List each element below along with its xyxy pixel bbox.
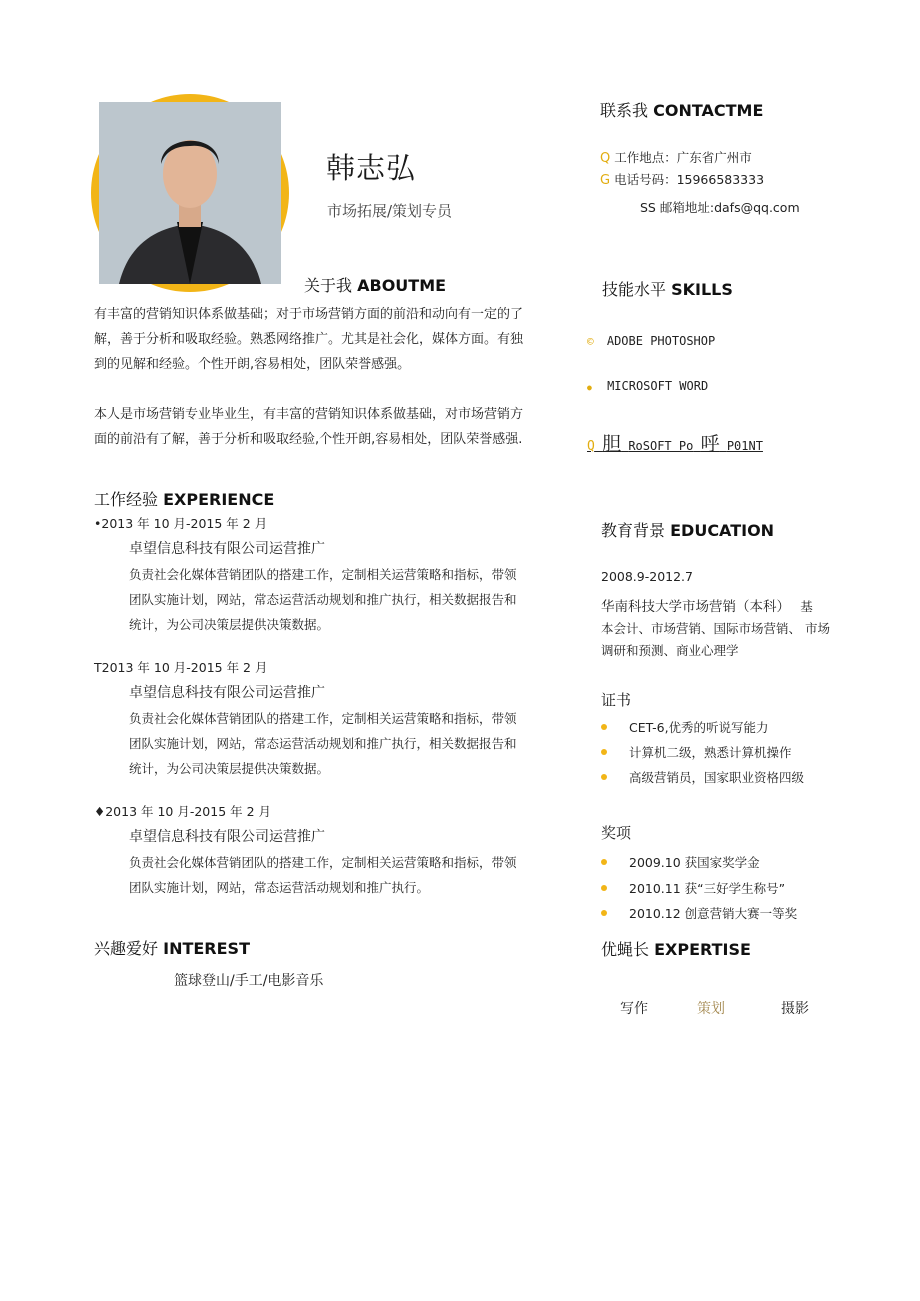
contact-phone	[600, 170, 764, 188]
experience-company: 卓望信息科技有限公司运营推广	[129, 685, 325, 701]
experience-date: ♦2013 年 10 月-2015 年 2 月	[94, 804, 272, 819]
skills-heading	[602, 277, 733, 300]
expertise-item: 写作	[620, 1001, 648, 1017]
contact-location	[600, 148, 752, 166]
person-name: 韩志弘	[326, 151, 417, 185]
award-item: 2010.11 获“三好学生称号”	[629, 881, 786, 896]
experience-desc-line: 团队实施计划，网站，常态运营活动规划和推广执行，相关数据报告和	[129, 736, 517, 751]
job-title: 市场拓展/策划专员	[327, 202, 453, 220]
experience-heading-en: EXPERIENCE	[163, 490, 275, 509]
avatar	[99, 102, 281, 284]
experience-date: T2013 年 10 月-2015 年 2 月	[94, 660, 268, 675]
skill-glyph: 呼	[700, 433, 720, 455]
interest-heading-en: INTEREST	[163, 939, 250, 958]
skill-item-label: MICROSOFT WORD	[607, 379, 709, 393]
bullet-icon	[601, 749, 607, 755]
expertise-heading-en: EXPERTISE	[654, 940, 751, 959]
interest-heading-cn: 兴趣爱好	[94, 939, 159, 958]
expertise-item: 摄影	[781, 1001, 809, 1017]
contact-phone-text: 电话号码：15966583333	[614, 172, 765, 187]
about-paragraph-2: 本人是市场营销专业毕业生，有丰富的营销知识体系做基础，对市场营销方面的前沿有了解，善于分析和吸取经验,个性开朗,容易相处，团队荣誉感强.	[94, 407, 524, 447]
contact-heading	[600, 98, 763, 121]
skill-item-label: ADOBE PHOTOSHOP	[606, 334, 716, 348]
education-heading-en: EDUCATION	[670, 521, 775, 540]
skill-item	[587, 334, 715, 348]
bullet-icon	[601, 885, 607, 891]
expertise-heading	[601, 937, 751, 960]
skill-bullet-icon: ©	[587, 335, 594, 348]
skill-item	[587, 429, 763, 456]
expertise-item: 策划	[697, 1001, 725, 1017]
skill-item	[587, 379, 708, 393]
skills-heading-en: SKILLS	[671, 280, 733, 299]
expertise-heading-cn: 优蝇长	[601, 940, 650, 959]
contact-email-text: 邮箱地址:dafs@qq.com	[659, 200, 800, 215]
about-heading-en: ABOUTME	[357, 276, 447, 295]
award-item: 2010.12 创意营销大赛一等奖	[629, 906, 798, 921]
education-heading	[601, 518, 774, 541]
certificate-item: CET-6,优秀的听说写能力	[629, 720, 769, 735]
skills-heading-cn: 技能水平	[602, 280, 667, 299]
interest-text: 篮球登山/手工/电影音乐	[174, 973, 324, 989]
about-paragraph-1: 有丰富的营销知识体系做基础；对于市场营销方面的前沿和动向有一定的了解，善于分析和吸取经验。熟悉网络推广。尤其是社会化，媒体方面。有独到的见解和经验。个性开朗,容易相处，团队荣誉感强。	[94, 307, 524, 372]
experience-desc-line: 统计，为公司决策层提供决策数据。	[129, 761, 330, 776]
experience-desc-line: 团队实施计划，网站，常态运营活动规划和推广执行，相关数据报告和	[129, 592, 517, 607]
education-courses-line: 调研和预测、商业心理学	[601, 643, 739, 658]
experience-desc-line: 统计，为公司决策层提供决策数据。	[129, 617, 330, 632]
skill-bullet-icon: ●	[587, 383, 592, 392]
experience-heading	[94, 487, 274, 510]
skill-item-label: RoSOFT Po	[628, 439, 694, 453]
education-period: 2008.9-2012.7	[601, 569, 693, 584]
education-school	[601, 595, 813, 615]
email-marker-icon: SS	[640, 200, 656, 215]
skill-item-label: P01NT	[726, 439, 763, 453]
education-heading-cn: 教育背景	[601, 521, 666, 540]
education-courses-line: 本会计、市场营销、国际市场营销、 市场	[601, 621, 830, 636]
contact-heading-cn: 联系我	[600, 101, 649, 120]
about-heading-cn: 关于我	[304, 276, 353, 295]
education-school-name: 华南科技大学市场营销（本科）	[601, 599, 790, 615]
experience-desc-line: 负责社会化媒体营销团队的搭建工作，定制相关运营策略和指标，带领	[129, 855, 517, 870]
about-heading	[304, 273, 446, 296]
person-photo-icon	[99, 102, 281, 284]
contact-email	[640, 198, 800, 216]
experience-company: 卓望信息科技有限公司运营推广	[129, 829, 325, 845]
certificate-item: 计算机二级，熟悉计算机操作	[629, 745, 792, 760]
experience-desc-line: 负责社会化媒体营销团队的搭建工作，定制相关运营策略和指标，带领	[129, 711, 517, 726]
bullet-icon	[601, 859, 607, 865]
certificate-item: 高级营销员，国家职业资格四级	[629, 770, 805, 785]
experience-desc-line: 负责社会化媒体营销团队的搭建工作，定制相关运营策略和指标，带领	[129, 567, 517, 582]
contact-heading-en: CONTACTME	[653, 101, 764, 120]
awards-heading: 奖项	[601, 824, 632, 842]
skill-glyph: 胆	[602, 433, 622, 455]
experience-heading-cn: 工作经验	[94, 490, 159, 509]
skill-bullet-icon: Q	[587, 439, 595, 454]
experience-desc-line: 团队实施计划，网站，常态运营活动规划和推广执行。	[129, 880, 430, 895]
phone-marker-icon: G	[600, 173, 611, 188]
bullet-icon	[601, 774, 607, 780]
bullet-icon	[601, 724, 607, 730]
location-marker-icon: Q	[600, 151, 611, 166]
certificates-heading: 证书	[601, 691, 632, 709]
interest-heading	[94, 936, 250, 959]
education-school-tail: 基	[800, 599, 813, 614]
award-item: 2009.10 获国家奖学金	[629, 855, 760, 870]
experience-date: •2013 年 10 月-2015 年 2 月	[94, 516, 268, 531]
bullet-icon	[601, 910, 607, 916]
experience-company: 卓望信息科技有限公司运营推广	[129, 541, 325, 557]
contact-location-text: 工作地点：广东省广州市	[614, 150, 752, 165]
